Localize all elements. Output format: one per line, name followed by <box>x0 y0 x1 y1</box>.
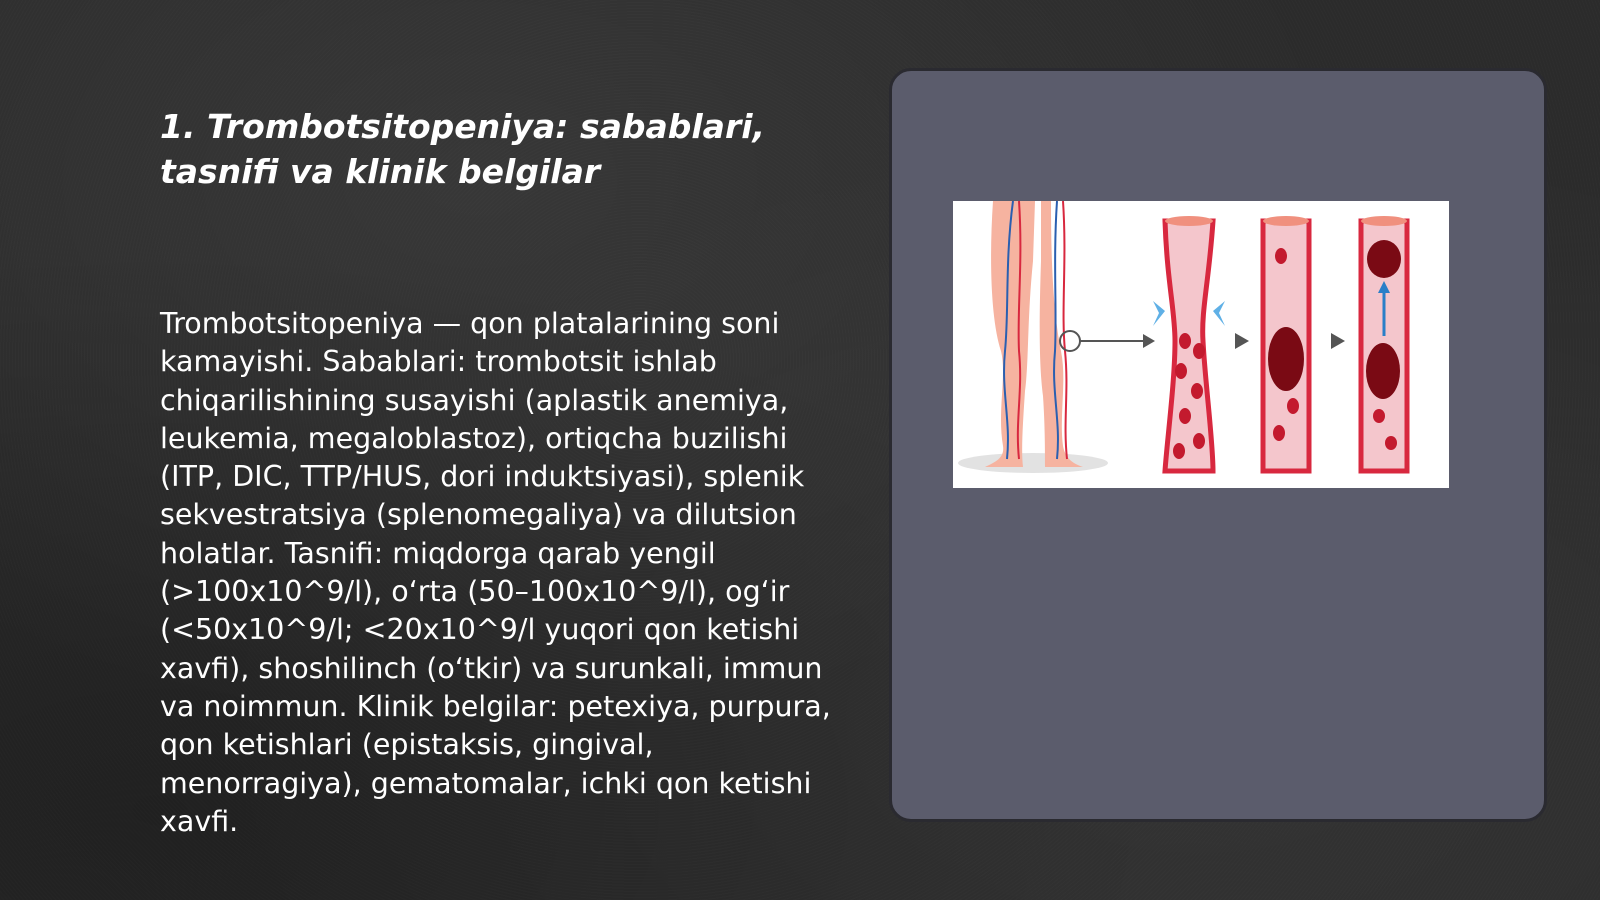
image-panel <box>889 68 1547 822</box>
slide-title: 1. Trombotsitopeniya: sabablari, tasnifi va klinik belgilar <box>160 107 766 191</box>
thrombosis-illustration <box>953 201 1449 488</box>
leg-vein-clot-icon <box>953 201 1449 488</box>
slide-body-text: Trombotsitopeniya — qon platalarining soni kamayishi. Sabablari: trombotsit ishlab chiqarilishining susayishi (aplastik anemiya, leukemia, megaloblastoz), ortiqcha buzilishi (ITP, DIC, TTP/HUS, dori induktsiyasi), splenik sekvestratsiya (splenomegaliya) va dilutsion holatlar. Tasnifi: miqdorga qarab yengil (>100x10^9/l), oʻrta (50–100x10^9/l), ogʻir (<50x10^9/l; <20x10^9/l yuqori qon ketishi xavfi), shoshilinch (oʻtkir) va surunkali, immun va noimmun. Klinik belgilar: petexiya, purpura, qon ketishlari (epistaksis, gingival, menorragiya), gematomalar, ichki qon ketishi xavfi. <box>160 307 831 838</box>
